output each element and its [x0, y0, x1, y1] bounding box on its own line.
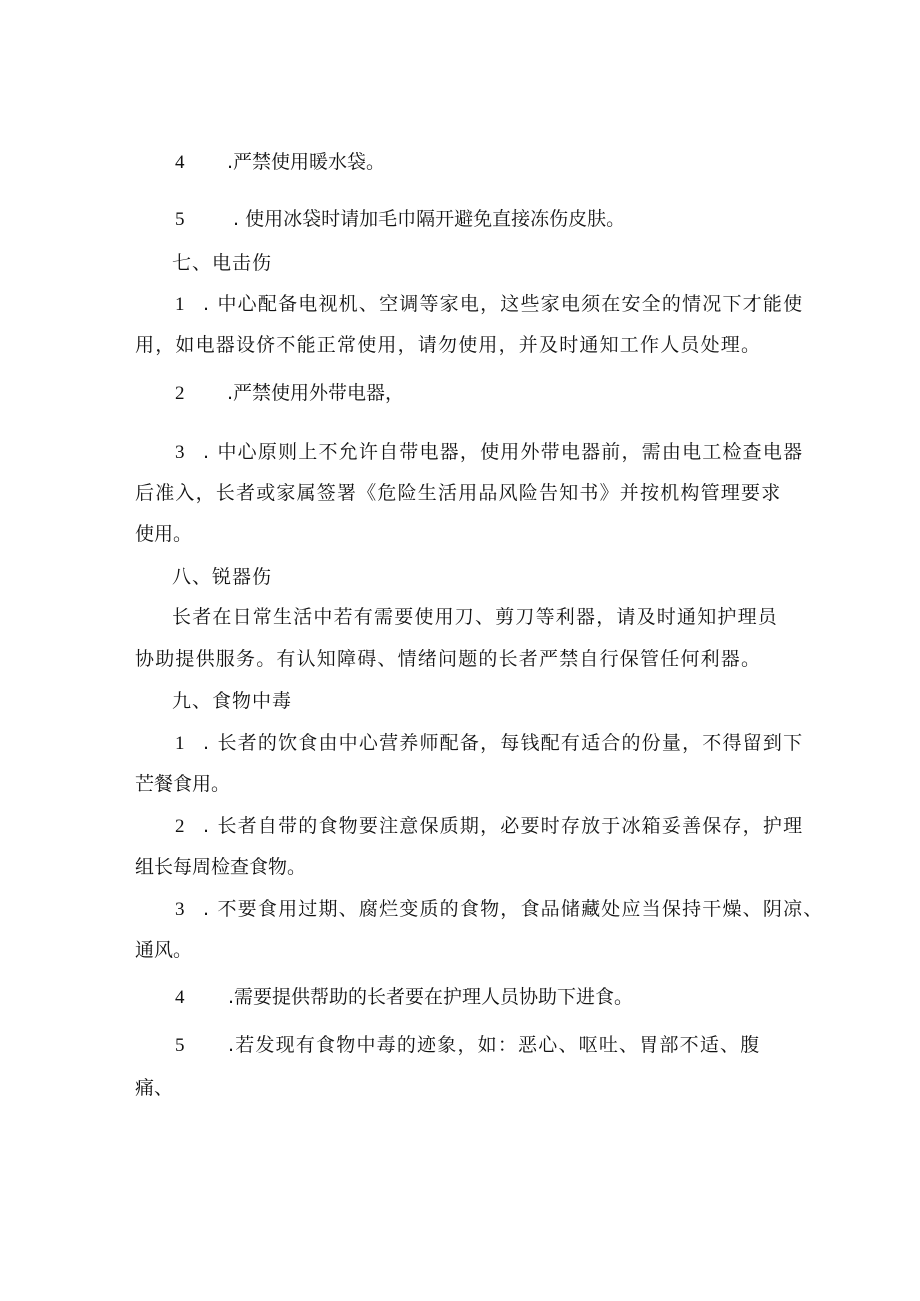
list-item	[175, 381, 404, 406]
item-text: . 中心配备电视机、空调等家电，这些家电须在安全的情况下才能使	[203, 293, 804, 315]
paragraph-line: 使用。	[135, 523, 193, 545]
item-text: . 使用冰袋时请加毛巾隔开避免直接冻伤皮肤。	[233, 208, 626, 230]
list-item	[175, 150, 385, 175]
item-text: . 长者的饮食由中心营养师配备，每钱配有适合的份量，不得留到下	[203, 732, 804, 754]
section-heading: 七、电击伤	[172, 252, 273, 274]
list-item	[175, 440, 803, 465]
paragraph-line: 组长每周检查食物。	[135, 856, 307, 878]
list-item	[175, 1033, 760, 1058]
paragraph-line: 后准入，长者或家属签署《危险生活用品风险告知书》并按机构管理要求	[135, 482, 782, 504]
paragraph-line: 长者在日常生活中若有需要使用刀、剪刀等利器，请及时通知护理员	[172, 606, 779, 628]
item-text: . 长者自带的食物要注意保质期，必要时存放于冰箱妥善保存，护理	[203, 815, 804, 837]
section-heading: 九、食物中毒	[172, 690, 293, 712]
item-number: 5	[175, 1035, 186, 1056]
list-item	[175, 814, 803, 839]
item-text: . 中心原则上不允许自带电器，使用外带电器前，需由电工检查电器	[203, 441, 804, 463]
item-text: .若发现有食物中毒的迹象，如：恶心、呕吐、胃部不适、腹	[228, 1034, 761, 1056]
paragraph-line: 痛、	[135, 1077, 174, 1099]
list-item	[175, 985, 633, 1010]
item-text: .需要提供帮助的长者要在护理人员协助下进食。	[228, 986, 634, 1008]
item-number: 2	[175, 816, 186, 837]
item-number: 3	[175, 899, 186, 920]
list-item	[175, 897, 823, 922]
item-text: .严禁使用暖水袋。	[227, 151, 386, 173]
item-number: 3	[175, 442, 186, 463]
paragraph-line: 通风。	[135, 939, 193, 961]
item-number: 5	[175, 209, 185, 230]
item-number: 4	[175, 152, 185, 173]
item-number: 1	[175, 294, 186, 315]
item-number: 2	[175, 383, 185, 404]
list-item	[175, 731, 803, 756]
item-number: 4	[175, 987, 185, 1008]
list-item	[175, 207, 625, 232]
paragraph-line: 用，如电器设侪不能正常使用，请勿使用，并及时通知工作人员处理。	[135, 334, 762, 356]
list-item	[175, 292, 803, 317]
item-number: 1	[175, 733, 186, 754]
item-text: .严禁使用外带电器，	[227, 382, 405, 404]
item-text: . 不要食用过期、腐烂变质的食物，食品储藏处应当保持干燥、阴凉、	[203, 898, 824, 920]
paragraph-line: 协助提供服务。有认知障碍、情绪问题的长者严禁自行保管任何利器。	[135, 648, 762, 670]
paragraph-line: 芒餐食用。	[135, 773, 231, 795]
section-heading: 八、锐器伤	[172, 566, 273, 588]
